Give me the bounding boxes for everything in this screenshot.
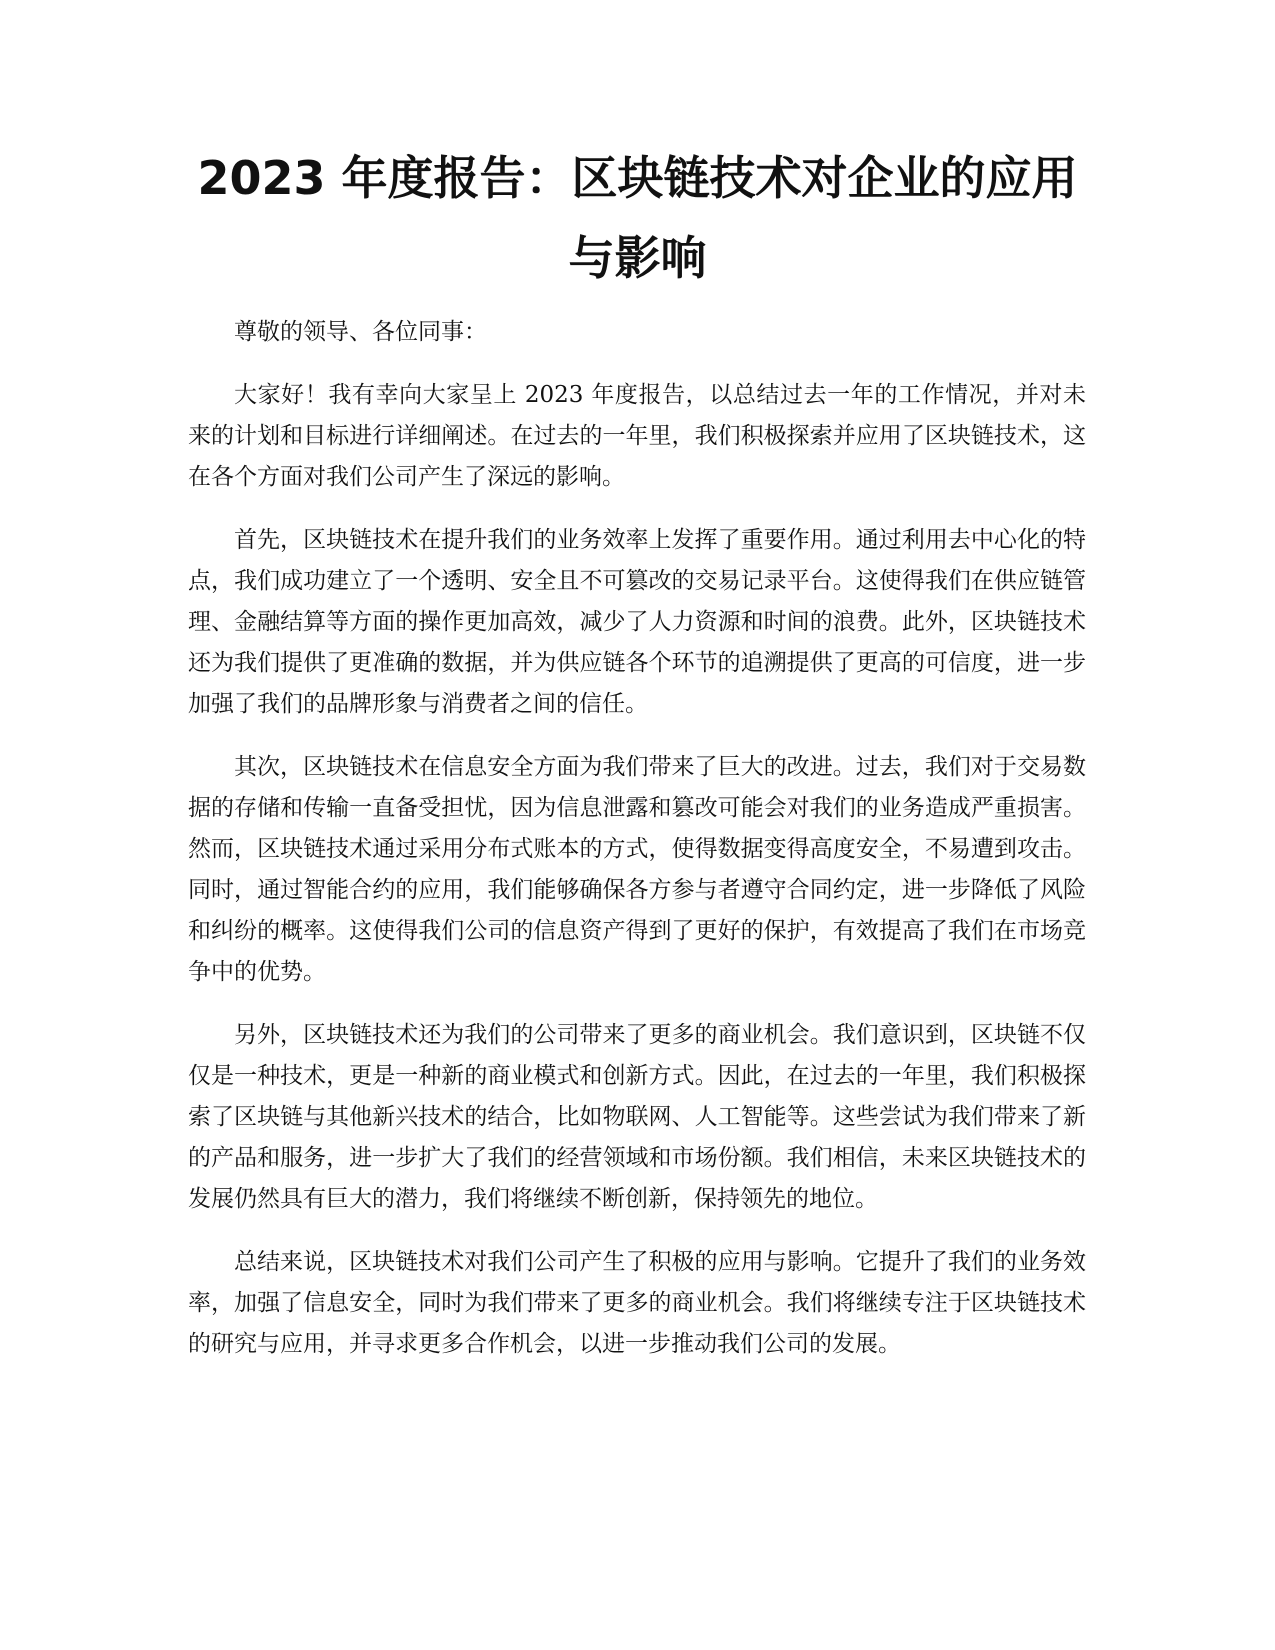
salutation: 尊敬的领导、各位同事： bbox=[234, 319, 487, 345]
document-title: 2023 年度报告：区块链技术对企业的应用与影响 bbox=[197, 151, 1078, 285]
paragraph-security: 其次，区块链技术在信息安全方面为我们带来了巨大的改进。过去，我们对于交易数据的存储和传输一直备受担忧，因为信息泄露和篡改可能会对我们的业务造成严重损害。然而，区块链技术通过采用分布式账本的方式，使得数据变得高度安全，不易遭到攻击。同时，通过智能合约的应用，我们能够确保各方参与者遵守合同约定，进一步降低了风险和纠纷的概率。这使得我们公司的信息资产得到了更好的保护，有效提高了我们在市场竞争中的优势。 bbox=[188, 754, 1086, 985]
paragraph-efficiency: 首先，区块链技术在提升我们的业务效率上发挥了重要作用。通过利用去中心化的特点，我们成功建立了一个透明、安全且不可篡改的交易记录平台。这使得我们在供应链管理、金融结算等方面的操作更加高效，减少了人力资源和时间的浪费。此外，区块链技术还为我们提供了更准确的数据，并为供应链各个环节的追溯提供了更高的可信度，进一步加强了我们的品牌形象与消费者之间的信任。 bbox=[188, 527, 1086, 717]
paragraph-opportunities: 另外，区块链技术还为我们的公司带来了更多的商业机会。我们意识到，区块链不仅仅是一种技术，更是一种新的商业模式和创新方式。因此，在过去的一年里，我们积极探索了区块链与其他新兴技术的结合，比如物联网、人工智能等。这些尝试为我们带来了新的产品和服务，进一步扩大了我们的经营领域和市场份额。我们相信，未来区块链技术的发展仍然具有巨大的潜力，我们将继续不断创新，保持领先的地位。 bbox=[188, 1022, 1086, 1212]
paragraph-conclusion: 总结来说，区块链技术对我们公司产生了积极的应用与影响。它提升了我们的业务效率，加强了信息安全，同时为我们带来了更多的商业机会。我们将继续专注于区块链技术的研究与应用，并寻求更多合作机会，以进一步推动我们公司的发展。 bbox=[188, 1249, 1086, 1357]
paragraph-intro: 大家好！我有幸向大家呈上 2023 年度报告，以总结过去一年的工作情况，并对未来的计划和目标进行详细阐述。在过去的一年里，我们积极探索并应用了区块链技术，这在各个方面对我们公司产生了深远的影响。 bbox=[188, 382, 1086, 490]
document-body bbox=[188, 312, 1086, 1387]
